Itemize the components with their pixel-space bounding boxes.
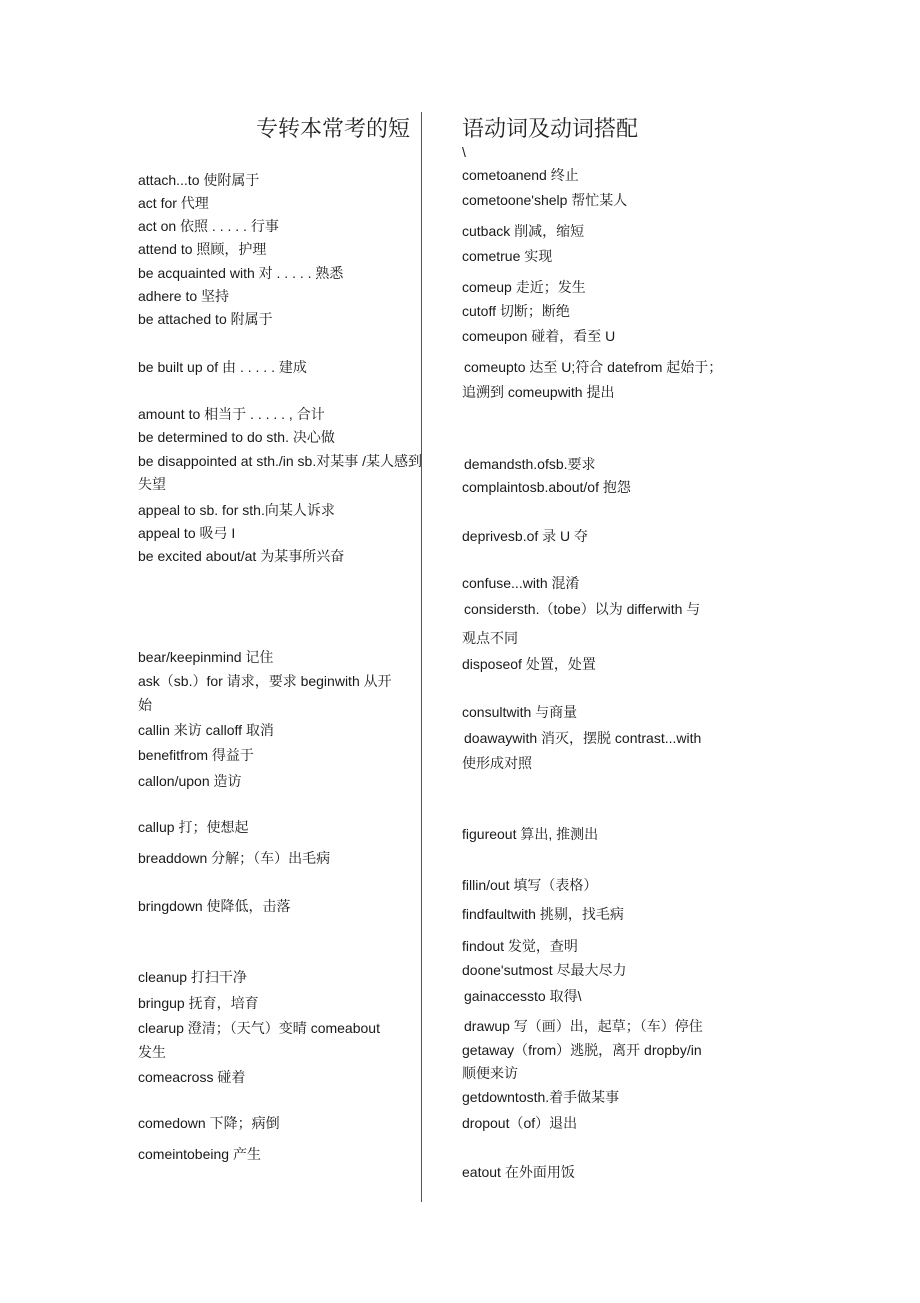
phrase-line: amount to 相当于 . . . . . , 合计: [138, 406, 325, 422]
phrase-line: confuse...with 混淆: [462, 575, 580, 591]
phrase-line: be attached to 附属于: [138, 311, 273, 327]
phrase-line: demandsth.ofsb.要求: [464, 456, 596, 472]
phrase-line: comeintobeing 产生: [138, 1146, 261, 1162]
phrase-line: cleanup 打扫干净: [138, 969, 247, 985]
phrase-line: clearup 澄清；（天气）变晴 comeabout: [138, 1020, 380, 1036]
phrase-line: drawup 写（画）出，起草；（车）停住: [464, 1018, 703, 1034]
column-divider: [421, 112, 422, 1202]
phrase-line: breaddown 分解；（车）出毛病: [138, 850, 331, 866]
phrase-line: appeal to 吸弓 I: [138, 525, 236, 541]
phrase-line: figureout 算出, 推测出: [462, 826, 599, 842]
phrase-line: ask（sb.）for 请求，要求 beginwith 从开: [138, 673, 392, 689]
page-title-left: 专转本常考的短: [255, 117, 410, 142]
phrase-line: eatout 在外面用饭: [462, 1164, 575, 1180]
phrase-line: comeacross 碰着: [138, 1069, 246, 1085]
phrase-line: callon/upon 造访: [138, 773, 242, 789]
phrase-line: comeup 走近；发生: [462, 279, 586, 295]
phrase-line: be built up of 由 . . . . . 建成: [138, 359, 307, 375]
phrase-line: 失望: [138, 476, 166, 492]
phrase-line: adhere to 坚持: [138, 288, 230, 304]
phrase-line: 使形成对照: [462, 755, 532, 771]
phrase-line: cometrue 实现: [462, 248, 553, 264]
phrase-line: doawaywith 消灭，摆脱 contrast...with: [464, 730, 702, 746]
phrase-line: 发生: [138, 1044, 166, 1060]
phrase-line: comeupto 达至 U;符合 datefrom 起始于；: [464, 359, 723, 375]
phrase-line: 顺便来访: [462, 1065, 518, 1081]
phrase-line: appeal to sb. for sth.向某人诉求: [138, 502, 335, 518]
phrase-line: be disappointed at sth./in sb.对某事 /某人感到: [138, 453, 423, 469]
phrase-line: 始: [138, 697, 152, 713]
phrase-line: comeupon 碰着，看至 U: [462, 328, 616, 344]
phrase-line: be acquainted with 对 . . . . . 熟悉: [138, 265, 344, 281]
phrase-line: getdowntosth.着手做某事: [462, 1089, 620, 1105]
phrase-line: be excited about/at 为某事所兴奋: [138, 548, 345, 564]
phrase-line: act on 依照 . . . . . 行事: [138, 218, 279, 234]
phrase-line: findfaultwith 挑剔，找毛病: [462, 906, 624, 922]
phrase-line: 观点不同: [462, 630, 518, 646]
phrase-line: cutoff 切断；断绝: [462, 303, 570, 319]
phrase-line: callup 打；使想起: [138, 819, 249, 835]
phrase-line: comedown 下降；病倒: [138, 1115, 280, 1131]
phrase-line: be determined to do sth. 决心做: [138, 429, 335, 445]
phrase-line: findout 发觉，查明: [462, 938, 578, 954]
phrase-line: cometoone'shelp 帮忙某人: [462, 192, 628, 208]
phrase-line: dropout（of）退出: [462, 1115, 578, 1131]
phrase-line: disposeof 处置，处置: [462, 656, 596, 672]
phrase-line: attach...to 使附属于: [138, 172, 260, 188]
phrase-line: doone'sutmost 尽最大尽力: [462, 962, 627, 978]
phrase-line: bringdown 使降低，击落: [138, 898, 291, 914]
phrase-line: benefitfrom 得益于: [138, 747, 254, 763]
phrase-line: cometoanend 终止: [462, 167, 579, 183]
phrase-line: bringup 抚育，培育: [138, 995, 259, 1011]
phrase-line: bear/keepinmind 记住: [138, 649, 274, 665]
phrase-line: complaintosb.about/of 抱怨: [462, 479, 631, 495]
phrase-line: act for 代理: [138, 195, 209, 211]
phrase-line: cutback 削减，缩短: [462, 223, 585, 239]
page-title-right: 语动词及动词搭配: [462, 117, 639, 142]
phrase-line: gainaccessto 取得\: [464, 988, 582, 1004]
phrase-line: 追溯到 comeupwith 提出: [462, 384, 615, 400]
phrase-line: attend to 照顾，护理: [138, 241, 267, 257]
phrase-line: \: [462, 144, 466, 160]
phrase-line: getaway（from）逃脱，离开 dropby/in: [462, 1042, 702, 1058]
phrase-line: fillin/out 填写（表格）: [462, 877, 598, 893]
phrase-line: deprivesb.of 录 U 夺: [462, 528, 589, 544]
phrase-line: considersth.（tobe）以为 differwith 与: [464, 601, 701, 617]
phrase-line: callin 来访 calloff 取消: [138, 722, 274, 738]
phrase-line: consultwith 与商量: [462, 704, 578, 720]
